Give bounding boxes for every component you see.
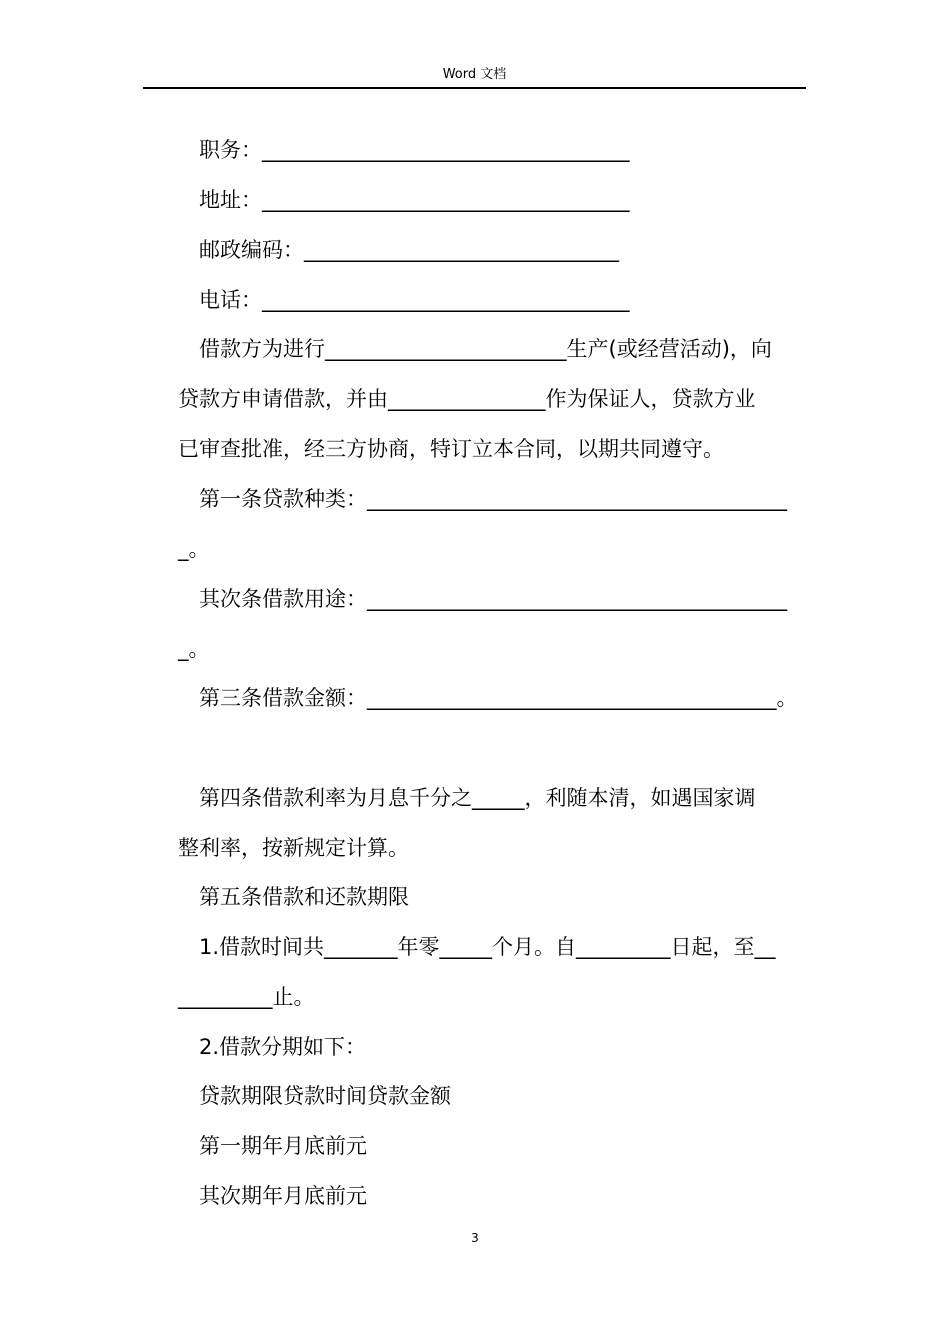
article-5-item-1-line-2: _________止。 xyxy=(178,985,315,1009)
page-header: Word 文档 xyxy=(442,67,507,82)
article-4-line-1: 第四条借款利率为月息千分之_____，利随本清，如遇国家调 xyxy=(199,786,756,810)
installment-row-2: 其次期年月底前元 xyxy=(199,1184,367,1208)
field-postal-code: 邮政编码：______________________________ xyxy=(199,238,619,262)
paragraph-intro-line-3: 已审查批准，经三方协商，特订立本合同，以期共同遵守。 xyxy=(178,437,724,461)
installment-row-1: 第一期年月底前元 xyxy=(199,1134,367,1158)
article-5-item-2: 2.借款分期如下： xyxy=(199,1035,367,1059)
field-address: 地址：___________________________________ xyxy=(199,188,630,212)
article-3-loan-amount: 第三条借款金额：_______________________________________。 xyxy=(199,686,798,710)
article-5-item-1-line-1: 1.借款时间共_______年零_____个月。自_________日起，至__ xyxy=(199,935,776,959)
article-1-continuation: _。 xyxy=(178,537,210,561)
paragraph-intro-line-1: 借款方为进行_______________________生产(或经营活动)，向 xyxy=(199,337,772,361)
article-5-heading: 第五条借款和还款期限 xyxy=(199,885,409,909)
article-2-continuation: _。 xyxy=(178,637,210,661)
field-phone: 电话：___________________________________ xyxy=(199,288,630,312)
article-2-loan-purpose: 其次条借款用途：________________________________________ xyxy=(199,587,787,611)
field-position: 职务：___________________________________ xyxy=(199,138,630,162)
page-number: 3 xyxy=(471,1231,479,1245)
paragraph-intro-line-2: 贷款方申请借款，并由_______________作为保证人，贷款方业 xyxy=(178,387,756,411)
installment-table-header: 贷款期限贷款时间贷款金额 xyxy=(199,1084,451,1108)
article-4-line-2: 整利率，按新规定计算。 xyxy=(178,836,409,860)
article-1-loan-type: 第一条贷款种类：________________________________________ xyxy=(199,487,787,511)
header-rule xyxy=(143,87,806,89)
